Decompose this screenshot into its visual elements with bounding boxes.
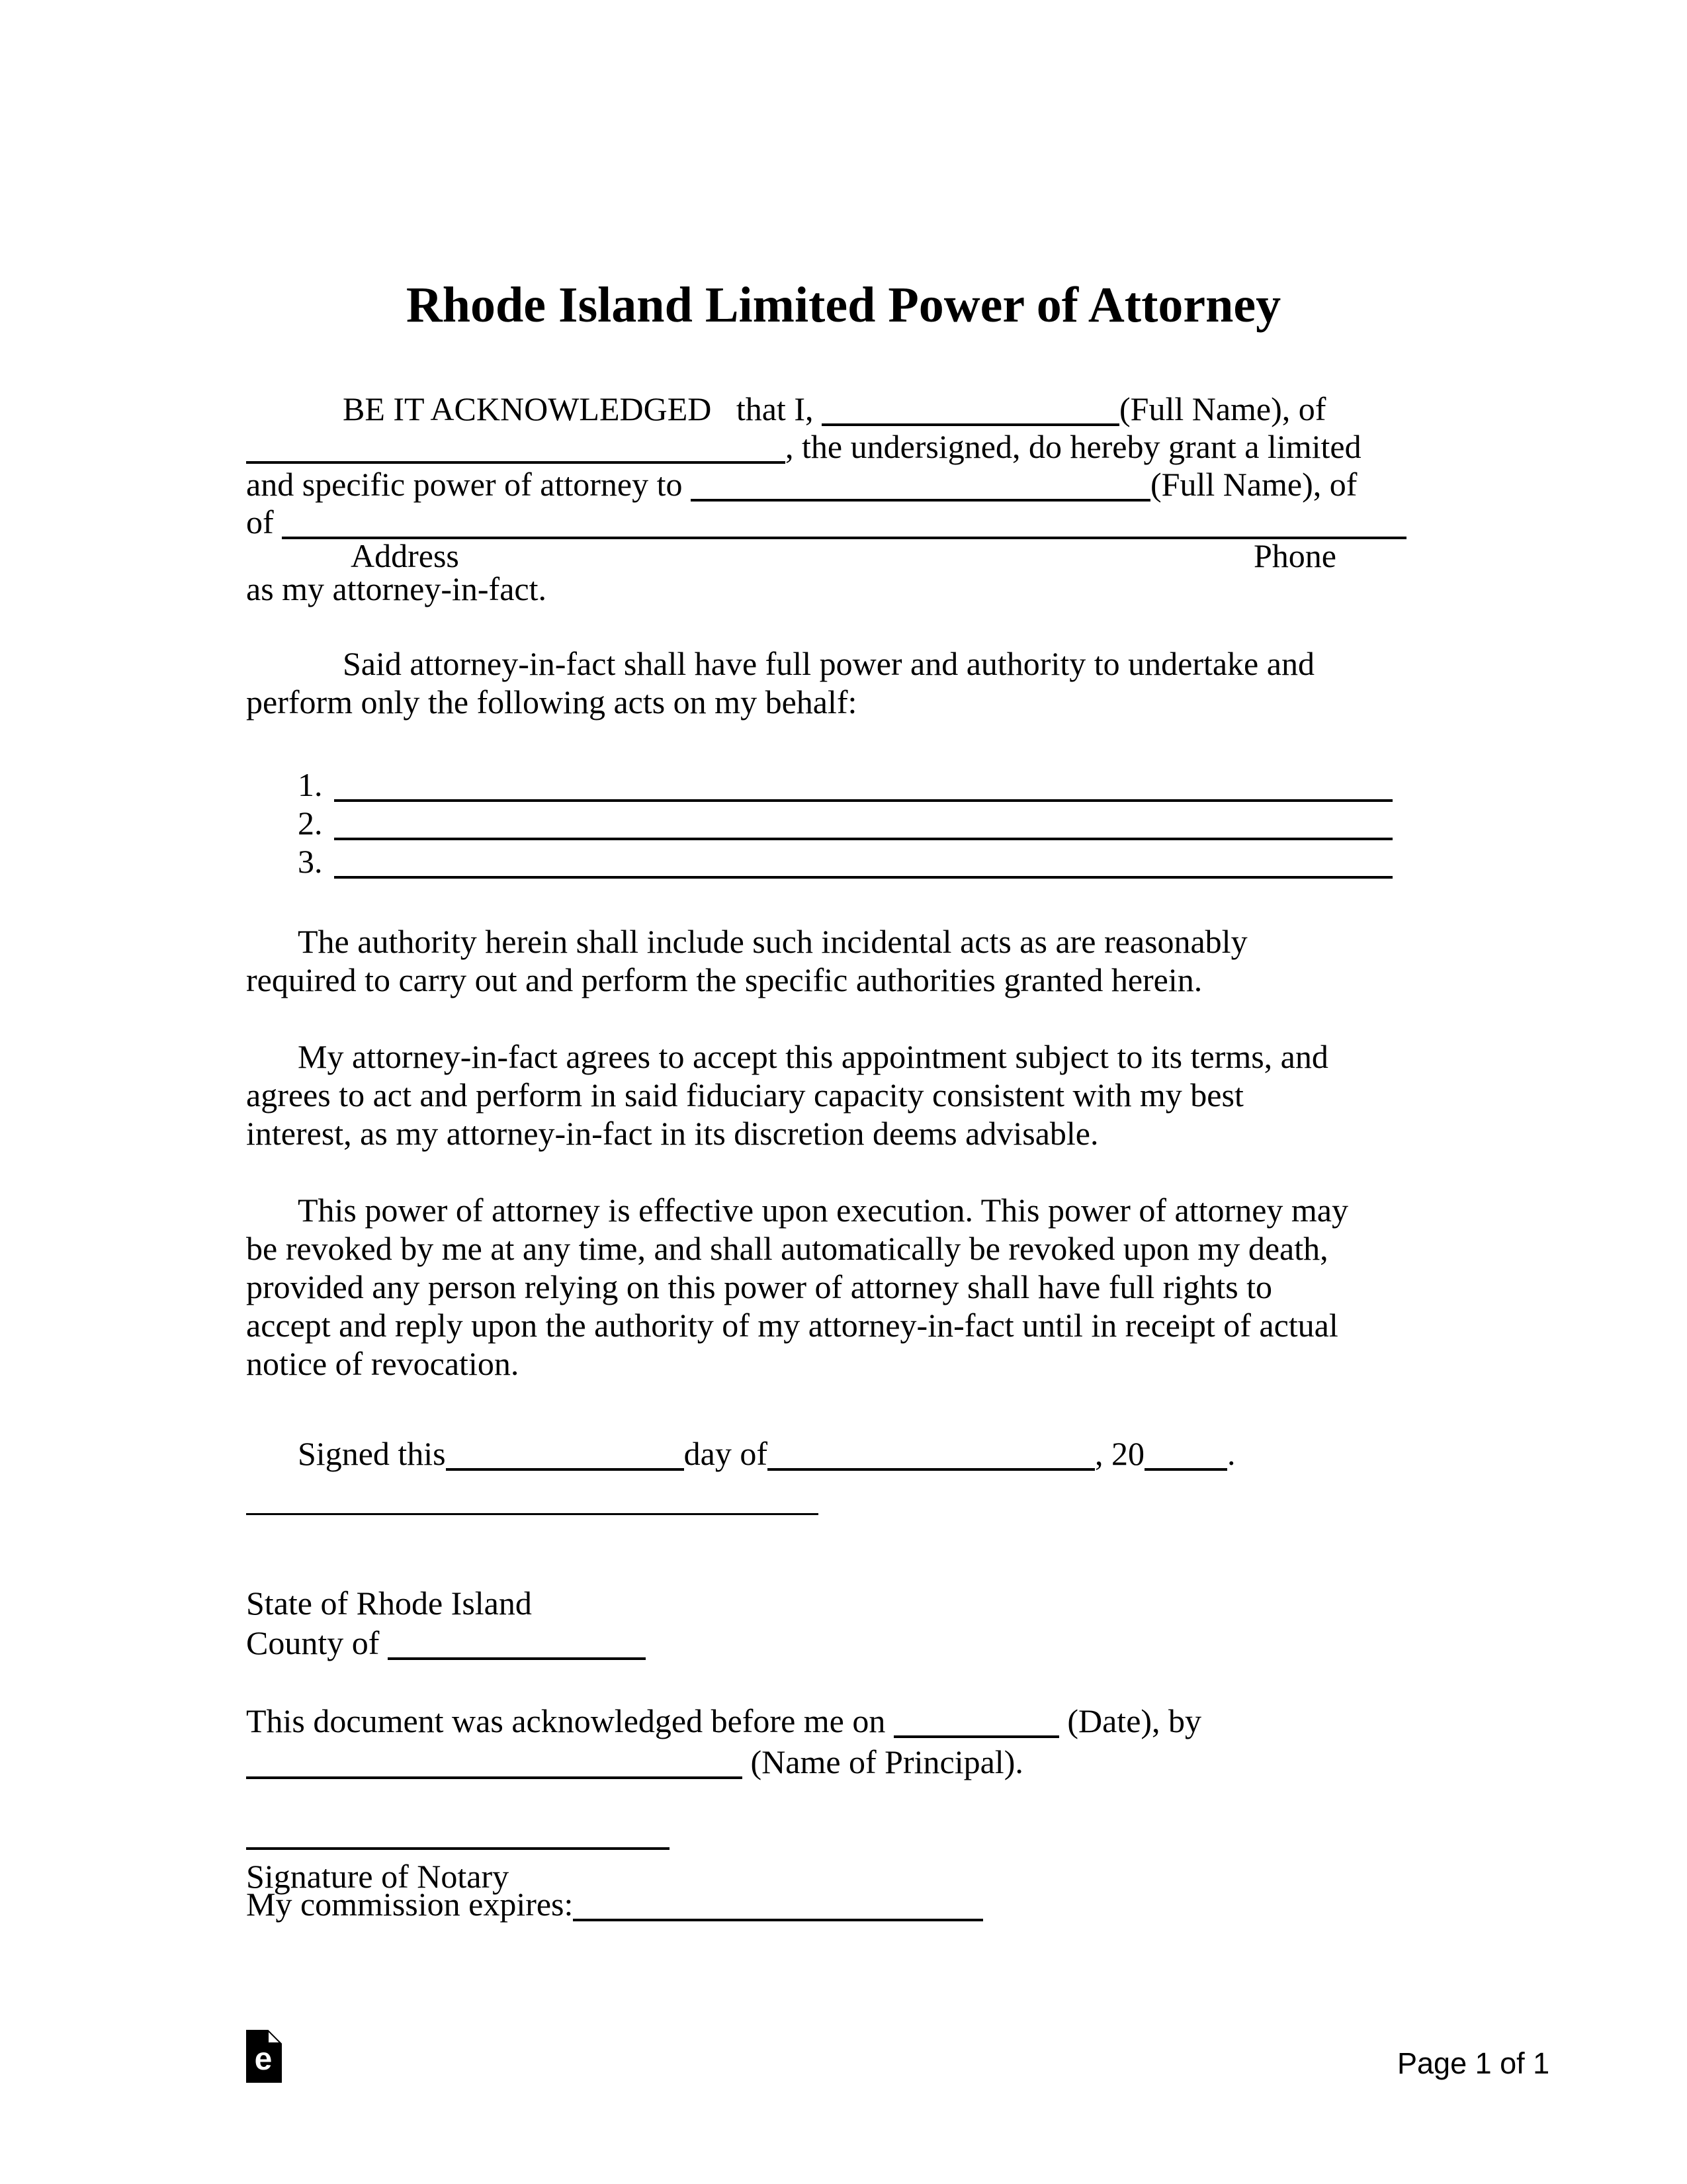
page-number-label: Page 1 of 1 (1397, 2046, 1550, 2080)
intro-paragraph (246, 390, 1444, 608)
of-text: of (246, 503, 282, 541)
authority-line-2: required to carry out and perform the specific authorities granted herein. (246, 961, 1203, 998)
notary-block (246, 1858, 1444, 1923)
full-name-caption-2: (Full Name), of (1150, 466, 1358, 503)
effectiveness-line-1: This power of attorney is effective upon execution. This power of attorney may (298, 1192, 1348, 1229)
full-name-caption-1: (Full Name), of (1119, 390, 1326, 427)
effectiveness-line-3: provided any person relying on this power of attorney shall have full rights to (246, 1268, 1273, 1305)
act-blank-2 (334, 838, 1393, 840)
grant-line-2: perform only the following acts on my behalf: (246, 683, 857, 721)
commission-line (246, 1886, 1444, 1923)
acknowledgment-date-blank (894, 1735, 1059, 1738)
acceptance-paragraph (246, 1037, 1444, 1153)
intro-line1-text: BE IT ACKNOWLEDGED that I, (343, 390, 822, 427)
page-title: Rhode Island Limited Power of Attorney (406, 277, 1281, 333)
acceptance-line-3: interest, as my attorney-in-fact in its discretion deems advisable. (246, 1115, 1099, 1152)
state-line: State of Rhode Island (246, 1585, 532, 1622)
acts-list (246, 765, 1444, 881)
intro-line-2 (246, 428, 1444, 466)
intro-line-4 (246, 503, 1444, 541)
day-of-text: day of (683, 1435, 767, 1472)
signed-this-text: Signed this (298, 1435, 446, 1472)
authority-line-1: The authority herein shall include such incidental acts as are reasonably (298, 923, 1248, 960)
grant-paragraph (246, 644, 1444, 721)
act-item-3 (246, 842, 1444, 881)
commission-expires-text: My commission expires: (246, 1886, 574, 1923)
notary-signature-line (246, 1847, 670, 1850)
act-number-1: 1. (298, 766, 323, 803)
county-blank (388, 1657, 646, 1660)
effectiveness-line-5: notice of revocation. (246, 1345, 519, 1382)
acknowledgment-block (246, 1700, 1444, 1782)
signature-of-notary-label: Signature of Notary (246, 1858, 509, 1895)
act-item-2 (246, 804, 1444, 842)
acknowledgment-line-1 (246, 1700, 1444, 1741)
principal-signature-line (246, 1513, 818, 1515)
eforms-logo (246, 2030, 282, 2083)
act-item-1 (246, 765, 1444, 804)
signed-year-blank (1145, 1468, 1227, 1471)
county-of-text: County of (246, 1624, 388, 1661)
act-blank-3 (334, 876, 1393, 879)
signed-day-blank (446, 1468, 684, 1471)
attorney-in-fact-line: as my attorney-in-fact. (246, 570, 546, 607)
acceptance-line-2: agrees to act and perform in said fiduciary capacity consistent with my best (246, 1076, 1244, 1114)
year-prefix-text: , 20 (1094, 1435, 1145, 1472)
effectiveness-line-4: accept and reply upon the authority of my attorney-in-fact until in receipt of actual (246, 1307, 1338, 1344)
document-fold-icon (246, 2030, 282, 2083)
authority-paragraph (246, 922, 1444, 999)
acknowledgment-line-2 (246, 1741, 1444, 1782)
date-by-caption: (Date), by (1059, 1702, 1202, 1739)
acceptance-line-1: My attorney-in-fact agrees to accept this appointment subject to its terms, and (298, 1038, 1328, 1075)
intro-line2-text: , the undersigned, do hereby grant a limited (785, 428, 1362, 465)
act-number-3: 3. (298, 843, 323, 880)
principal-name-ack-blank (246, 1776, 742, 1779)
effectiveness-paragraph (246, 1191, 1444, 1383)
principal-address-blank (246, 461, 785, 464)
grant-line-1: Said attorney-in-fact shall have full power and authority to undertake and (343, 645, 1315, 682)
intro-line-3 (246, 466, 1444, 503)
intro-line3-text: and specific power of attorney to (246, 466, 691, 503)
logo-letter: e (254, 2042, 273, 2077)
signed-period: . (1227, 1435, 1236, 1472)
name-of-principal-caption: (Name of Principal). (742, 1743, 1023, 1780)
address-phone-labels (246, 537, 1444, 574)
signed-date-line (246, 1434, 1444, 1473)
effectiveness-line-2: be revoked by me at any time, and shall automatically be revoked upon my death, (246, 1230, 1328, 1267)
principal-name-blank (822, 423, 1119, 426)
act-number-2: 2. (298, 805, 323, 842)
acknowledged-text: This document was acknowledged before me on (246, 1702, 894, 1739)
county-line (246, 1623, 1444, 1663)
phone-label: Phone (1254, 537, 1336, 574)
signed-month-blank (767, 1468, 1095, 1471)
intro-line-1 (246, 390, 1444, 428)
act-blank-1 (334, 799, 1393, 802)
commission-expiry-blank (573, 1919, 983, 1921)
agent-name-blank (691, 499, 1150, 502)
venue-block (246, 1583, 1444, 1663)
address-label: Address (351, 537, 459, 574)
